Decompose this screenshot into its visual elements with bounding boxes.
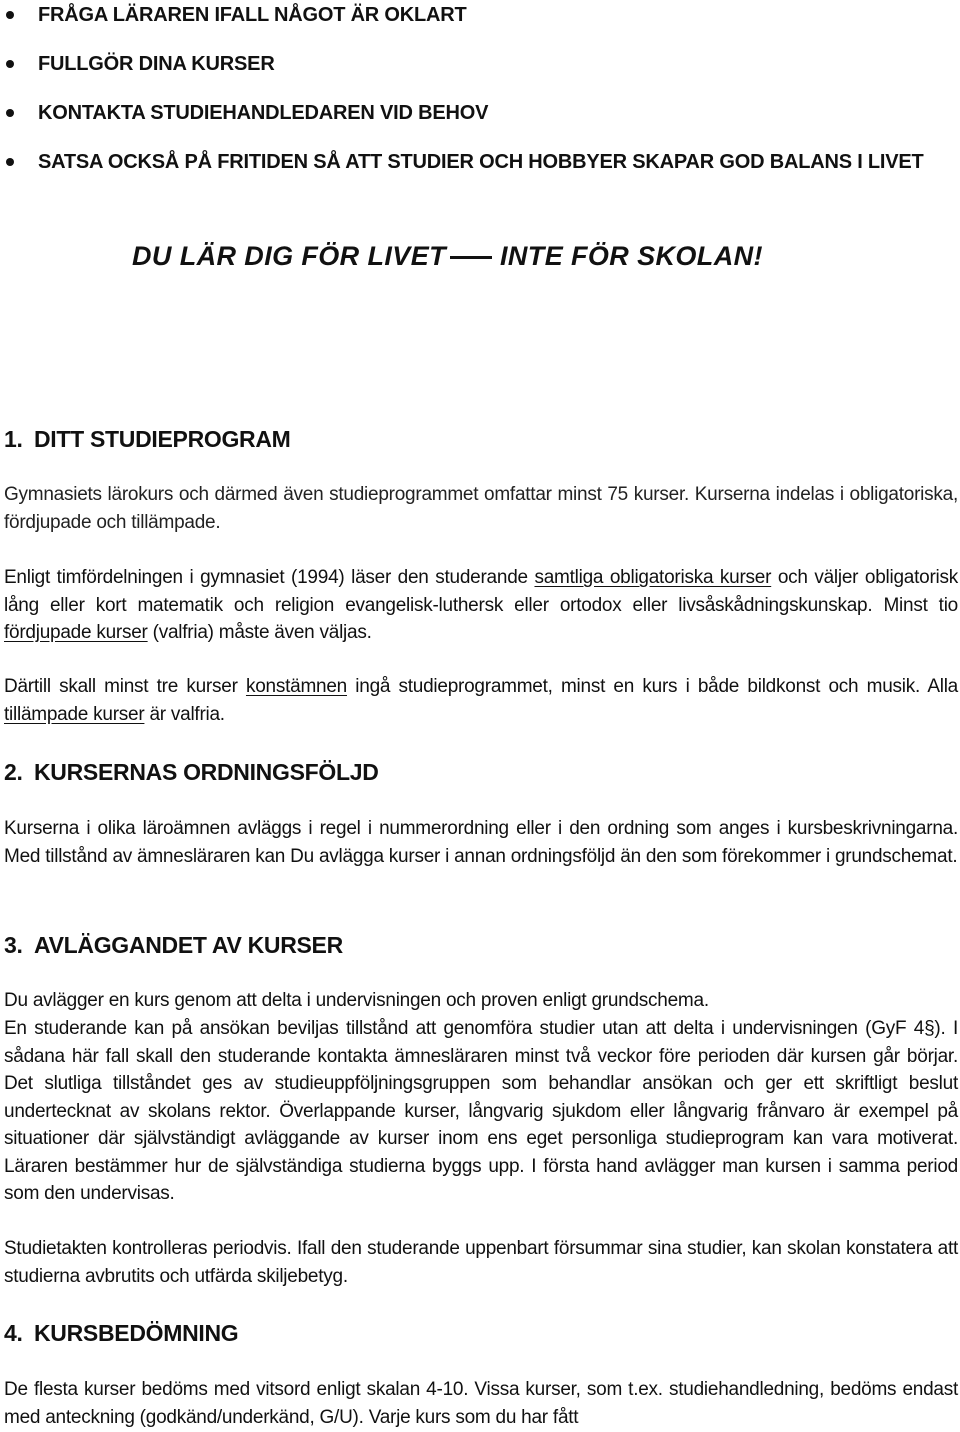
bullet-text: KONTAKTA STUDIEHANDLEDAREN VID BEHOV xyxy=(38,102,489,124)
section-number: 1. xyxy=(4,426,23,452)
section-number: 4. xyxy=(4,1320,23,1346)
dash-separator xyxy=(450,256,492,259)
underlined-term: tillämpade kurser xyxy=(4,703,145,725)
section-title: DITT STUDIEPROGRAM xyxy=(34,426,291,452)
motto-part-2: INTE FÖR SKOLAN! xyxy=(500,241,763,271)
section-title: KURSERNAS ORDNINGSFÖLJD xyxy=(34,759,379,785)
underlined-term: samtliga obligatoriska kurser xyxy=(534,567,772,588)
underlined-term: konstämnen xyxy=(245,676,347,697)
section-heading-3 xyxy=(4,929,343,961)
bullet-icon xyxy=(6,11,14,19)
section-3-paragraph-1: Du avlägger en kurs genom att delta i undervisningen och proven enligt grundschema. xyxy=(4,990,709,1011)
section-heading-4 xyxy=(4,1317,238,1349)
section-1-paragraph-2: Enligt timfördelningen i gymnasiet (1994) läser den studerande samtliga obligatoriska kurser och väljer obligatorisk lång eller kort matematik och religion evangelisk-luthersk eller ortodox eller livsåskådningskunskap. Minst tio fördjupade kurser (valfria) måste även väljas. xyxy=(4,567,958,643)
bullet-text: SATSA OCKSÅ PÅ FRITIDEN SÅ ATT STUDIER OCH HOBBYER SKAPAR GOD BALANS I LIVET xyxy=(38,151,924,173)
bullet-icon xyxy=(6,60,14,68)
section-heading-2 xyxy=(4,756,379,788)
section-3-paragraph-3: Studietakten kontrolleras periodvis. Ifall den studerande uppenbart försummar sina studier, kan skolan konstatera att studierna avbrutits och utfärda skiljebetyg. xyxy=(4,1238,958,1287)
section-4-paragraph-1: De flesta kurser bedöms med vitsord enligt skalan 4-10. Vissa kurser, som t.ex. studiehandledning, bedöms endast med anteckning (godkänd/underkänd, G/U). Varje kurs som du har fått xyxy=(4,1379,958,1428)
section-heading-1 xyxy=(4,423,291,455)
bullet-text: FRÅGA LÄRAREN IFALL NÅGOT ÄR OKLART xyxy=(38,4,467,26)
section-2-paragraph-1: Kurserna i olika läroämnen avläggs i regel i nummerordning eller i den ordning som anges i kursbeskrivningarna. Med tillstånd av ämnesläraren kan Du avlägga kurser i annan ordningsföljd än den som förekommer i grundschemat. xyxy=(4,818,958,867)
section-title: KURSBEDÖMNING xyxy=(34,1320,239,1346)
underlined-term: fördjupade kurser xyxy=(4,622,148,643)
section-number: 3. xyxy=(4,932,23,958)
bullet-text: FULLGÖR DINA KURSER xyxy=(38,53,275,75)
section-1-paragraph-3: Därtill skall minst tre kurser konstämnen ingå studieprogrammet, minst en kurs i både bildkonst och musik. Alla tillämpade kurser är valfria. xyxy=(4,676,958,725)
motto-part-1: DU LÄR DIG FÖR LIVET xyxy=(132,241,446,271)
section-3-paragraph-2: En studerande kan på ansökan beviljas tillstånd att genomföra studier utan att delta i undervisningen (GyF 4§). I sådana här fall skall den studerande kontakta ämnesläraren minst två veckor före perioden där kursen går börjar. Det slutliga tillståndet ges av studieuppföljningsgruppen som behandlar ansökan och ger ett skriftligt beslut undertecknat av skolans rektor. Överlappande kurser, långvarig sjukdom eller långvarig frånvaro är exempel på situationer där självständigt avläggande av kurser inom ens eget personliga studieprogram kan vara motiverat. Läraren bestämmer hur de självständiga studierna byggs upp. I första hand avlägger man kursen i samma period som den undervisas. xyxy=(4,1018,958,1204)
bullet-icon xyxy=(6,158,14,166)
motto xyxy=(132,236,763,276)
bullet-icon xyxy=(6,109,14,117)
section-1-paragraph-1: Gymnasiets lärokurs och därmed även studieprogrammet omfattar minst 75 kurser. Kurserna indelas i obligatoriska, fördjupade och tillämpade. xyxy=(4,484,958,533)
section-number: 2. xyxy=(4,759,23,785)
section-title: AVLÄGGANDET AV KURSER xyxy=(34,932,343,958)
